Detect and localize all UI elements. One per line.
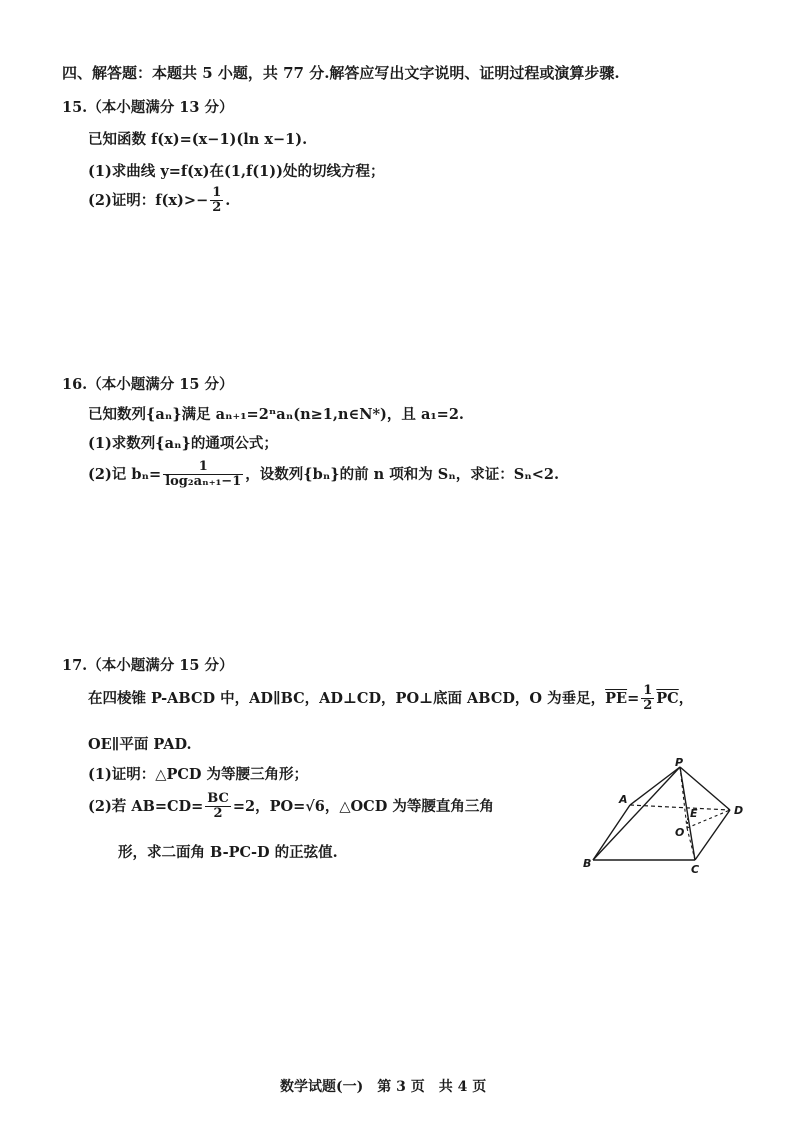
q17-frac2-den: 2 — [213, 806, 223, 822]
q15-part1: (1)求曲线 y=f(x)在(1,f(1))处的切线方程； — [88, 163, 385, 180]
q16-frac-den: log₂aₙ₊₁−1 — [165, 474, 242, 490]
label-a: A — [619, 793, 628, 806]
pyramid-figure — [575, 755, 765, 880]
q17-line2: OE∥平面 PAD. — [88, 736, 192, 753]
q15-frac-den: 2 — [212, 200, 222, 216]
q17-frac1-den: 2 — [643, 698, 653, 714]
q17-frac2-num: BC — [207, 791, 229, 806]
q17-part2-prefix: (2)若 AB=CD= — [88, 797, 204, 815]
q17-frac1-num: 1 — [643, 683, 653, 698]
q16-fraction — [163, 460, 243, 490]
q17-part1: (1)证明：△PCD 为等腰三角形； — [88, 766, 309, 783]
q16-part1: (1)求数列{aₙ}的通项公式； — [88, 435, 278, 452]
q17-part2-suffix: =2，PO=√6，△OCD 为等腰直角三角 — [232, 797, 494, 815]
q16-header: 16.（本小题满分 15 分） — [62, 376, 234, 393]
q16-part2-suffix: ，设数列{bₙ}的前 n 项和为 Sₙ，求证：Sₙ<2. — [245, 465, 560, 483]
label-p: P — [675, 756, 684, 769]
q15-part2 — [88, 186, 230, 216]
page-footer: 数学试题(一) 第 3 页 共 4 页 — [280, 1079, 487, 1095]
edge-pb — [593, 767, 680, 860]
label-b: B — [583, 857, 592, 870]
edge-cd — [695, 810, 730, 860]
q17-line1-suffix: ， — [678, 689, 694, 707]
q17-equals: = — [627, 689, 640, 707]
vector-pe: $\overline{PE}$ — [605, 689, 628, 707]
q17-line1 — [88, 684, 693, 714]
q15-header: 15.（本小题满分 13 分） — [62, 99, 234, 116]
q17-part2 — [88, 792, 494, 822]
q15-part2-prefix: (2)证明：f(x)>− — [88, 191, 209, 209]
q17-fraction-1 — [641, 684, 654, 714]
q15-part2-suffix: . — [225, 191, 231, 209]
q15-frac-num: 1 — [212, 185, 222, 200]
q16-part2 — [88, 460, 559, 490]
label-e: E — [690, 807, 698, 820]
q16-frac-num: 1 — [163, 460, 243, 475]
q16-part2-prefix: (2)记 bₙ= — [88, 465, 162, 483]
q17-line1-prefix: 在四棱锥 P-ABCD 中，AD∥BC，AD⊥CD，PO⊥底面 ABCD，O 为垂足， — [88, 689, 606, 707]
label-o: O — [675, 826, 685, 839]
label-c: C — [691, 863, 700, 876]
q15-line1: 已知函数 f(x)=(x−1)(ln x−1). — [88, 131, 308, 148]
edge-pa — [630, 767, 680, 805]
q15-fraction — [210, 186, 223, 216]
q16-line1: 已知数列{aₙ}满足 aₙ₊₁=2ⁿaₙ(n≥1,n∈N*)，且 a₁=2. — [88, 406, 464, 423]
vector-pc: $\overline{PC}$ — [656, 689, 679, 707]
edge-pd — [680, 767, 730, 810]
q17-header: 17.（本小题满分 15 分） — [62, 657, 234, 674]
label-d: D — [734, 804, 744, 817]
section-header: 四、解答题：本题共 5 小题，共 77 分.解答应写出文字说明、证明过程或演算步骤. — [62, 64, 620, 82]
q17-fraction-2 — [205, 792, 231, 822]
edge-ab — [593, 805, 630, 860]
edge-ad — [630, 805, 730, 810]
q17-part2-cont: 形，求二面角 B-PC-D 的正弦值. — [118, 844, 338, 861]
